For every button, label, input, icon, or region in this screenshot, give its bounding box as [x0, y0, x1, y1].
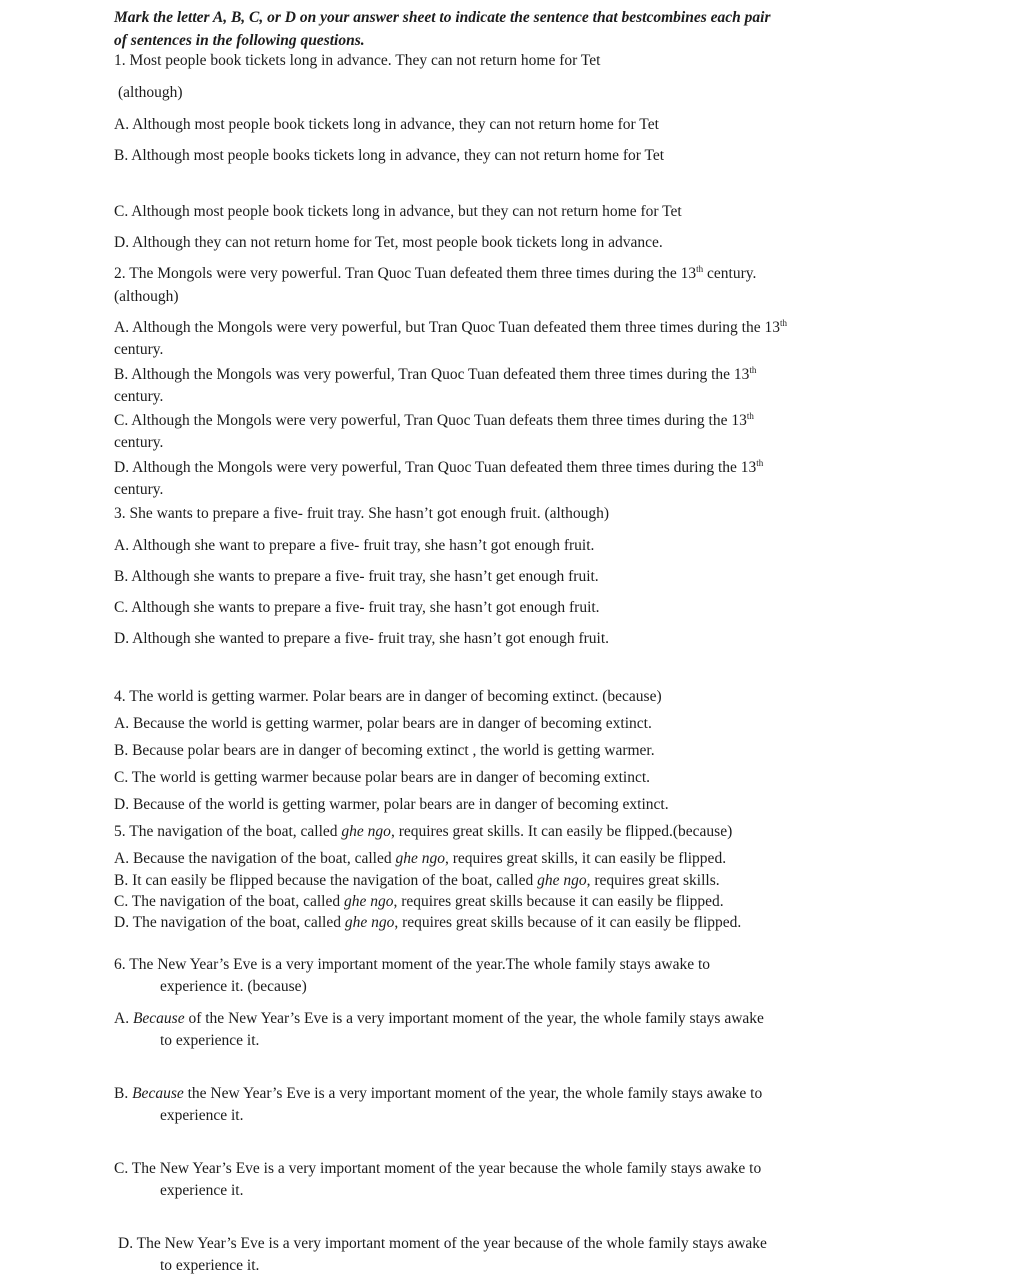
instruction-line-1: Mark the letter A, B, C, or D on your answer sheet to indicate the sentence that bestcombines each pair — [114, 9, 771, 26]
question-6-option-c: C. The New Year’s Eve is a very important moment of the year because the whole family stays awake to — [114, 1160, 762, 1177]
question-2-hint: (although) — [114, 288, 179, 305]
question-2-option-a-cont: century. — [114, 341, 164, 358]
question-2-option-c-cont: century. — [114, 434, 164, 451]
question-6-stem-cont: experience it. (because) — [160, 978, 307, 995]
question-5-option-c: C. The navigation of the boat, called ghe ngo, requires great skills because it can easily be flipped. — [114, 893, 724, 910]
question-5-option-a: A. Because the navigation of the boat, called ghe ngo, requires great skills, it can easily be flipped. — [114, 850, 727, 867]
question-6-option-d-cont: to experience it. — [160, 1257, 260, 1274]
question-6-option-a: A. Because of the New Year’s Eve is a very important moment of the year, the whole family stays awake — [114, 1010, 764, 1027]
question-5-option-b: B. It can easily be flipped because the navigation of the boat, called ghe ngo, requires great skills. — [114, 872, 720, 889]
question-1-option-a: A. Although most people book tickets long in advance, they can not return home for Tet — [114, 116, 659, 133]
question-1-option-d: D. Although they can not return home for Tet, most people book tickets long in advance. — [114, 234, 663, 251]
question-2-option-b-cont: century. — [114, 388, 164, 405]
question-4-option-b: B. Because polar bears are in danger of becoming extinct , the world is getting warmer. — [114, 742, 655, 759]
question-6-option-d: D. The New Year’s Eve is a very important moment of the year because of the whole family stays awake — [118, 1235, 767, 1252]
question-1-option-b: B. Although most people books tickets long in advance, they can not return home for Tet — [114, 147, 665, 164]
question-5-option-d: D. The navigation of the boat, called ghe ngo, requires great skills because of it can easily be flipped. — [114, 914, 742, 931]
question-2-option-c: C. Although the Mongols were very powerful, Tran Quoc Tuan defeats them three times during the 13th — [114, 411, 754, 429]
question-2-stem: 2. The Mongols were very powerful. Tran Quoc Tuan defeated them three times during the 13th century. — [114, 264, 757, 282]
question-5-stem: 5. The navigation of the boat, called ghe ngo, requires great skills. It can easily be flipped.(because) — [114, 823, 733, 840]
question-6-option-c-cont: experience it. — [160, 1182, 244, 1199]
question-2-option-d-cont: century. — [114, 481, 164, 498]
question-3-option-a: A. Although she want to prepare a five- fruit tray, she hasn’t got enough fruit. — [114, 537, 595, 554]
question-2-option-d: D. Although the Mongols were very powerful, Tran Quoc Tuan defeated them three times during the 13th — [114, 458, 764, 476]
question-4-option-c: C. The world is getting warmer because polar bears are in danger of becoming extinct. — [114, 769, 650, 786]
question-3-option-d: D. Although she wanted to prepare a five- fruit tray, she hasn’t got enough fruit. — [114, 630, 610, 647]
instruction-line-2: of sentences in the following questions. — [114, 32, 365, 49]
question-6-option-b-cont: experience it. — [160, 1107, 244, 1124]
question-6-stem: 6. The New Year’s Eve is a very important moment of the year.The whole family stays awake to — [114, 956, 711, 973]
question-3-stem: 3. She wants to prepare a five- fruit tray. She hasn’t got enough fruit. (although) — [114, 505, 610, 522]
question-1-option-c: C. Although most people book tickets long in advance, but they can not return home for Tet — [114, 203, 682, 220]
question-3-option-c: C. Although she wants to prepare a five- fruit tray, she hasn’t got enough fruit. — [114, 599, 600, 616]
question-4-option-a: A. Because the world is getting warmer, polar bears are in danger of becoming extinct. — [114, 715, 652, 732]
question-4-stem: 4. The world is getting warmer. Polar bears are in danger of becoming extinct. (because) — [114, 688, 662, 705]
question-1-hint: (although) — [118, 84, 183, 101]
question-6-option-a-cont: to experience it. — [160, 1032, 260, 1049]
question-4-option-d: D. Because of the world is getting warmer, polar bears are in danger of becoming extinct. — [114, 796, 669, 813]
question-6-option-b: B. Because the New Year’s Eve is a very important moment of the year, the whole family stays awake to — [114, 1085, 763, 1102]
question-1-stem: 1. Most people book tickets long in advance. They can not return home for Tet — [114, 52, 601, 69]
question-2-option-a: A. Although the Mongols were very powerful, but Tran Quoc Tuan defeated them three times during the 13th — [114, 318, 787, 336]
question-3-option-b: B. Although she wants to prepare a five- fruit tray, she hasn’t get enough fruit. — [114, 568, 599, 585]
question-2-option-b: B. Although the Mongols was very powerful, Tran Quoc Tuan defeated them three times during the 13th — [114, 365, 757, 383]
